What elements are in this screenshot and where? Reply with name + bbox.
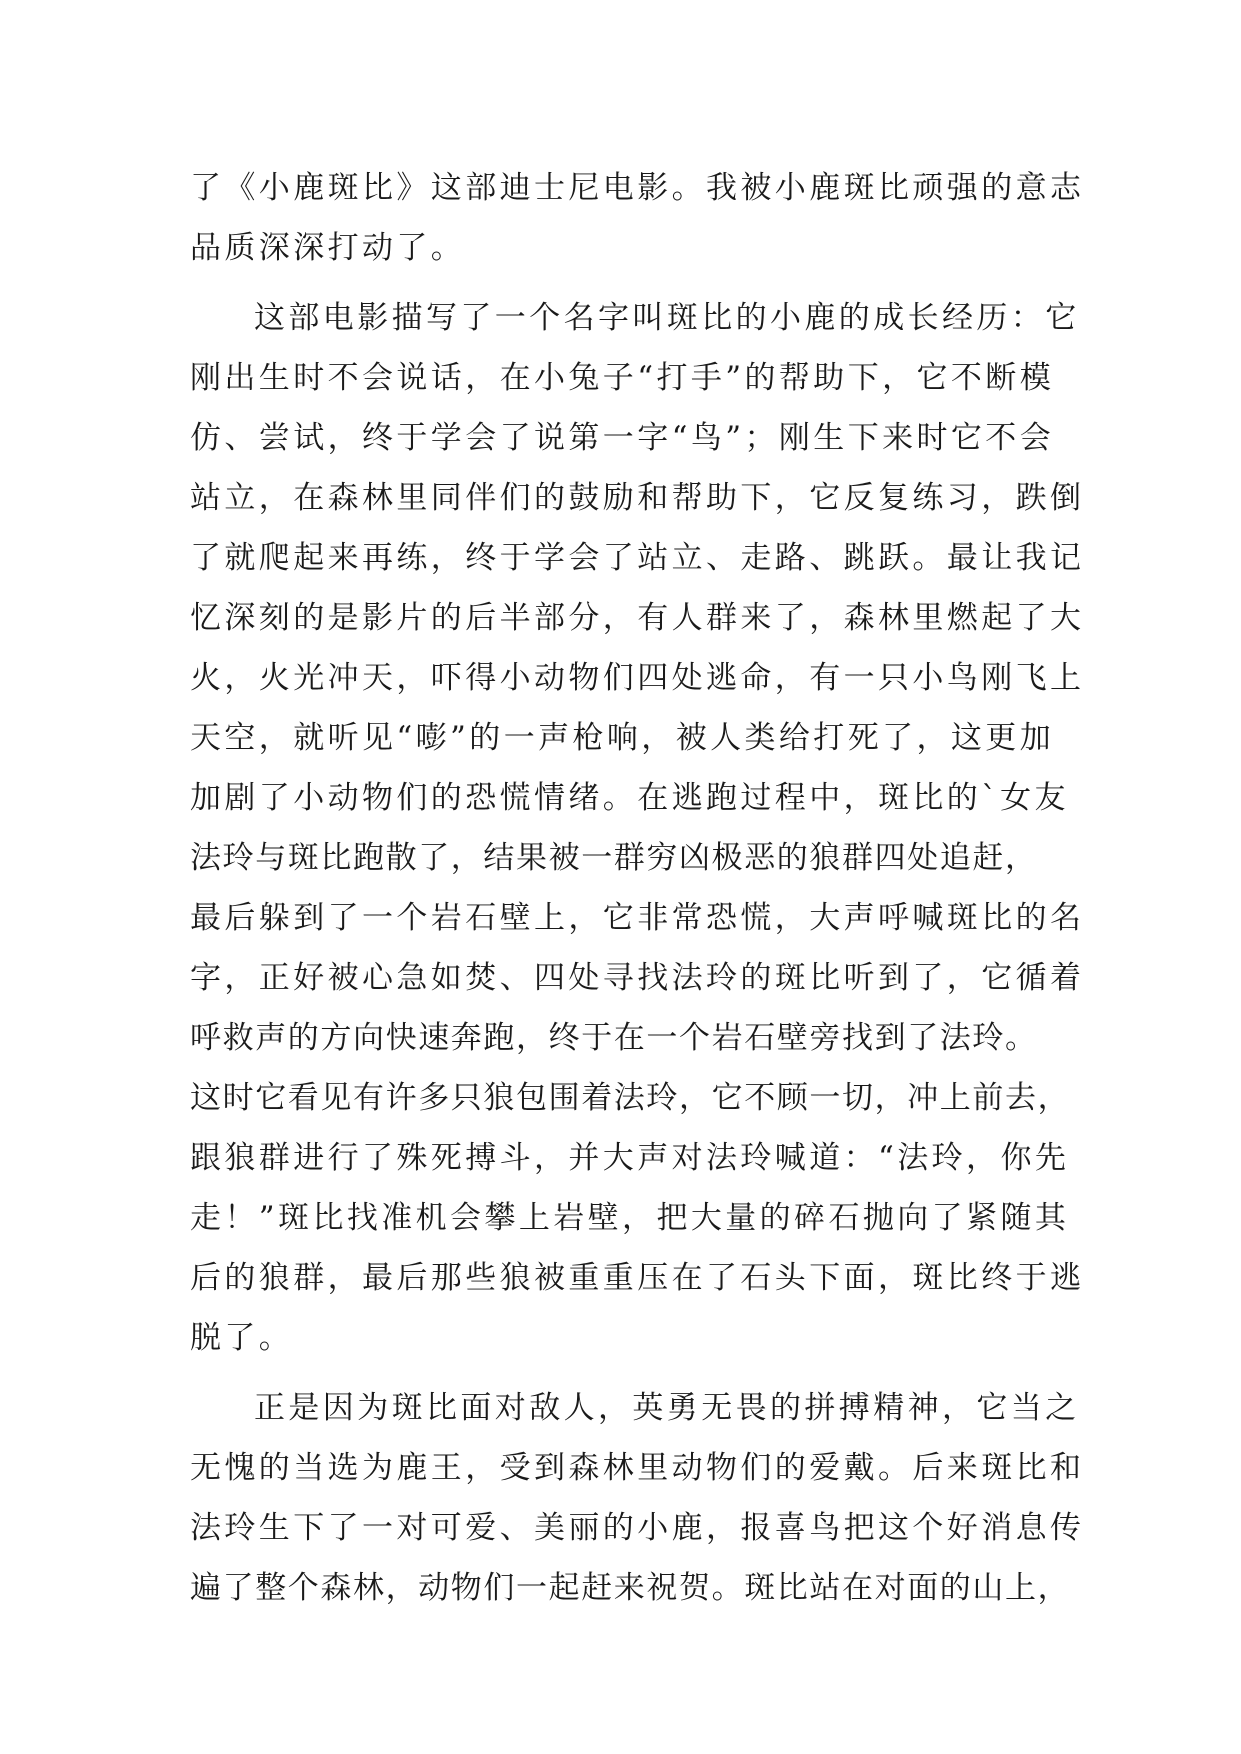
text-line: 天空，就听见“嘭”的一声枪响，被人类给打死了，这更加 [190,720,1055,756]
paragraph [190,1378,1085,1618]
text-line: 字，正好被心急如焚、四处寻找法玲的斑比听到了，它循着 [190,960,1085,996]
paragraph [190,288,1085,1368]
text-line: 了就爬起来再练，终于学会了站立、走路、跳跃。最让我记 [190,540,1085,576]
text-line: 法玲生下了一对可爱、美丽的小鹿，报喜鸟把这个好消息传 [190,1510,1085,1546]
text-line: 火，火光冲天，吓得小动物们四处逃命，有一只小鸟刚飞上 [190,660,1085,696]
text-line: 无愧的当选为鹿王，受到森林里动物们的爱戴。后来斑比和 [190,1450,1085,1486]
text-line: 仿、尝试，终于学会了说第一字“鸟”；刚生下来时它不会 [190,420,1055,456]
text-line: 走！”斑比找准机会攀上岩壁，把大量的碎石抛向了紧随其 [190,1200,1070,1236]
text-line: 法玲与斑比跑散了，结果被一群穷凶极恶的狼群四处追赶， [190,840,1038,876]
text-line: 最后躲到了一个岩石壁上，它非常恐慌，大声呼喊斑比的名 [190,900,1085,936]
text-line: 脱了。 [190,1320,294,1356]
document-body [190,158,1085,1618]
text-line: 了《小鹿斑比》这部迪士尼电影。我被小鹿斑比顽强的意志 [190,170,1085,206]
text-line: 遍了整个森林，动物们一起赶来祝贺。斑比站在对面的山上， [190,1570,1071,1606]
text-line: 呼救声的方向快速奔跑，终于在一个岩石壁旁找到了法玲。 [190,1020,1038,1056]
text-line: 加剧了小动物们的恐慌情绪。在逃跑过程中，斑比的`女友 [190,780,1069,816]
paragraph [190,158,1085,278]
text-line: 正是因为斑比面对敌人，英勇无畏的拼搏精神，它当之 [254,1390,1080,1426]
text-line: 这部电影描写了一个名字叫斑比的小鹿的成长经历：它 [254,300,1080,336]
text-line: 这时它看见有许多只狼包围着法玲，它不顾一切，冲上前去， [190,1080,1071,1116]
text-line: 品质深深打动了。 [190,230,466,266]
text-line: 刚出生时不会说话，在小兔子“打手”的帮助下，它不断模 [190,360,1055,396]
text-line: 跟狼群进行了殊死搏斗，并大声对法玲喊道：“法玲，你先 [190,1140,1070,1176]
text-line: 忆深刻的是影片的后半部分，有人群来了，森林里燃起了大 [190,600,1085,636]
text-line: 站立，在森林里同伴们的鼓励和帮助下，它反复练习，跌倒 [190,480,1085,516]
text-line: 后的狼群，最后那些狼被重重压在了石头下面，斑比终于逃 [190,1260,1085,1296]
